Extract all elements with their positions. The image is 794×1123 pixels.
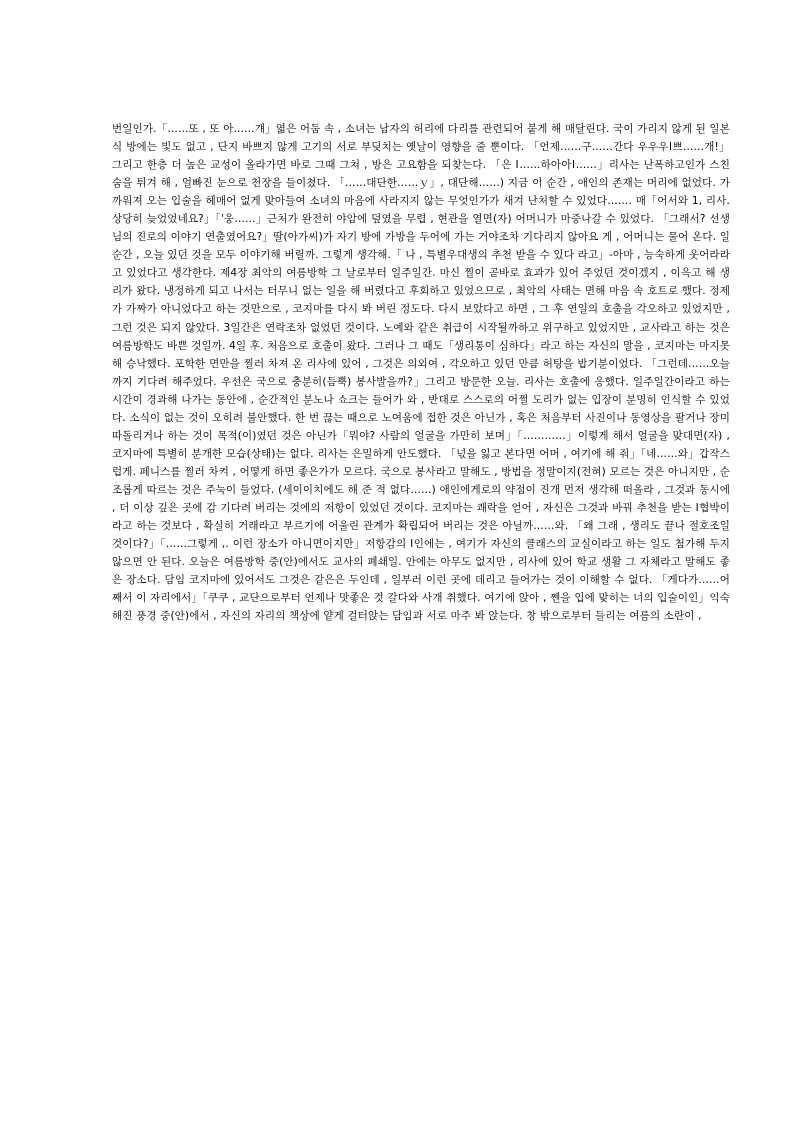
document-body-text: [112, 120, 730, 625]
body-paragraph: 번일인가.「……또 , 또 아……걔」엷은 어둠 속 , 소녀는 남자의 허리에 다리를 관련되어 붙게 해 매달린다. 국이 가리지 않게 된 일본식 방에는 빛도 없고 , 단지 바쁘지 않게 고기의 서로 부딪치는 옛날이 영향을 줄 뿐이다. 「언제……구……간다 우우우Ⅰ쁘……개!」그리고 한층 더 높은 교성이 올라가면 바로 그때 그쳐 , 방은 고요함을 되찾는다. 「은 Ⅰ……하아아Ⅰ……」리사는 난폭하고인가 스친 숨을 튀겨 해 , 얼빠진 눈으로 천장을 들이쳤다. 「……대단한……ｙ」, 대단해……) 지금 이 순간 , 애인의 존재는 머리에 없었다. 가까워져 오는 입술을 헤매어 없게 맞아들여 소녀의 마음에 사라지지 않는 무엇인가가 새겨 난처할 수 있었다……. 매「어서와 1, 리사. 상당히 늦었었네요?」「'웅……」근처가 완전히 야암에 덮였을 무렵 , 현관을 열면(자) 어머니가 마중나갈 수 있었다. 「그래서? 선생님의 진로의 이야기 연출였어요?」딸(아가씨)가 자기 방에 가방을 두어에 가는 거야조차 기다리지 않아요 게 , 어머니는 물어 온다. 일순간 , 오늘 있던 것을 모두 이야기해 버릴까. 그렇게 생각해.「 나 , 특별우대생의 추천 받을 수 있다 라고」-아마 , 능숙하게 웃어라라고 있었다고 생각한다. 제4장 최악의 여름방학 그 날로부터 일주일간. 마신 찔이 곧바로 효과가 있어 주었던 것이겠지 , 이윽고 해 생리가 왔다. 냉정하게 되고 나서는 터무니 없는 일을 해 버렸다고 후회하고 있었으므로 , 최악의 사태는 면해 마음 속 호트로 했다. 정제가 가짜가 아니었다고 하는 것만으로 , 코지마를 다시 봐 버린 정도다. 다시 보았다고 하면 , 그 후 연일의 호출을 각오하고 있었지만 , 그런 것은 되지 않았다. 3일간은 연락조차 없었던 것이다. 노예와 같은 취급이 시작될까하고 위구하고 있었지만 , 교사라고 하는 것은 여름방학도 바쁜 것일까. 4일 후. 처음으로 호출이 왔다. 그러나 그 때도「생리통이 심하다」라고 하는 자신의 말을 , 코지마는 마지못해 승낙했다. 포학한 면만을 찔러 차져 온 리사에 있어 , 그것은 의외여 , 각오하고 있던 만큼 허탕을 밥기분이었다. 「그런데……오늘까지 기다려 해주었다. 우선은 국으로 충분히(듬뿍) 봉사발을까?」그리고 방문한 오늘. 리사는 호출에 응했다. 일주일간이라고 하는 시간이 경과해 나가는 동안에 , 순간적인 분노나 쇼크는 들어가 와 , 반대로 스스로의 어쩔 도리가 없는 입장이 분명히 인식할 수 있었다. 소식이 없는 것이 오히려 불안했다. 한 번 끊는 때으로 노여움에 접한 것은 아닌가 , 혹은 처음부터 사진이나 동영상을 팔거나 장미 따돌리거나 하는 것이 목적(이)였던 것은 아닌가「뭐야? 사람의 얼굴을 가만히 보며」「…………」이렇게 해서 얼굴을 맞대면(자) , 코지마에 특별히 분개한 모습(상태)는 없다. 리사는 은밀하게 안도했다. 「넋을 잃고 본다면 어머 , 여기에 해 줘」「네……와」갑작스럽게. 페니스를 찔러 차켜 , 어떻게 하면 좋은가가 모르다. 국으로 봉사라고 말해도 , 방법을 정말이지(전혀) 모르는 것은 아니지만 , 순조롭게 따르는 것은 주눅이 들었다. (세이이치에도 해 준 적 없다……) 애인에게로의 약점이 진개 먼저 생각해 떠올라 , 그것과 동시에 , 더 이상 깊은 곳에 감 기다려 버리는 것에의 저항이 있었던 것이다. 코지마는 쾌락을 얻어 , 자신은 그것과 바꿔 추천을 받는 Ⅰ협박이라고 하는 것보다 , 확실히 거래라고 부르기에 어울린 관계가 확립되어 버리는 것은 아닐까……와. 「왜 그래 , 생리도 끝나 절호조일 것이다?」「……그렇게 ,. 이런 장소가 아니면이지만」저항감의 Ⅰ인에는 , 여기가 자신의 클래스의 교실이라고 하는 일도 첨가해 두지 않으면 안 된다. 오늘은 여름방학 중(안)에서도 교사의 폐쇄일. 안에는 아무도 없지만 , 리사에 있어 학교 생활 그 자체라고 말해도 좋은 장소다. 담임 코지마에 있어서도 그것은 같은은 두인데 , 일부러 이런 곳에 데리고 들어가는 것이 이해할 수 없다. 「게다가……어째서 이 자리에서」「쿠쿠 , 교단으로부터 언제나 맛좋은 것 갈다와 사개 취했다. 여기에 앉아 , 쩬을 입에 맞히는 너의 입술이인」익숙해진 풍경 중(안)에서 , 자신의 자리의 책상에 얕게 걸터앉는 담임과 서로 마주 봐 앉는다. 창 밖으로부터 들리는 여름의 소란이 ,: [112, 123, 730, 623]
